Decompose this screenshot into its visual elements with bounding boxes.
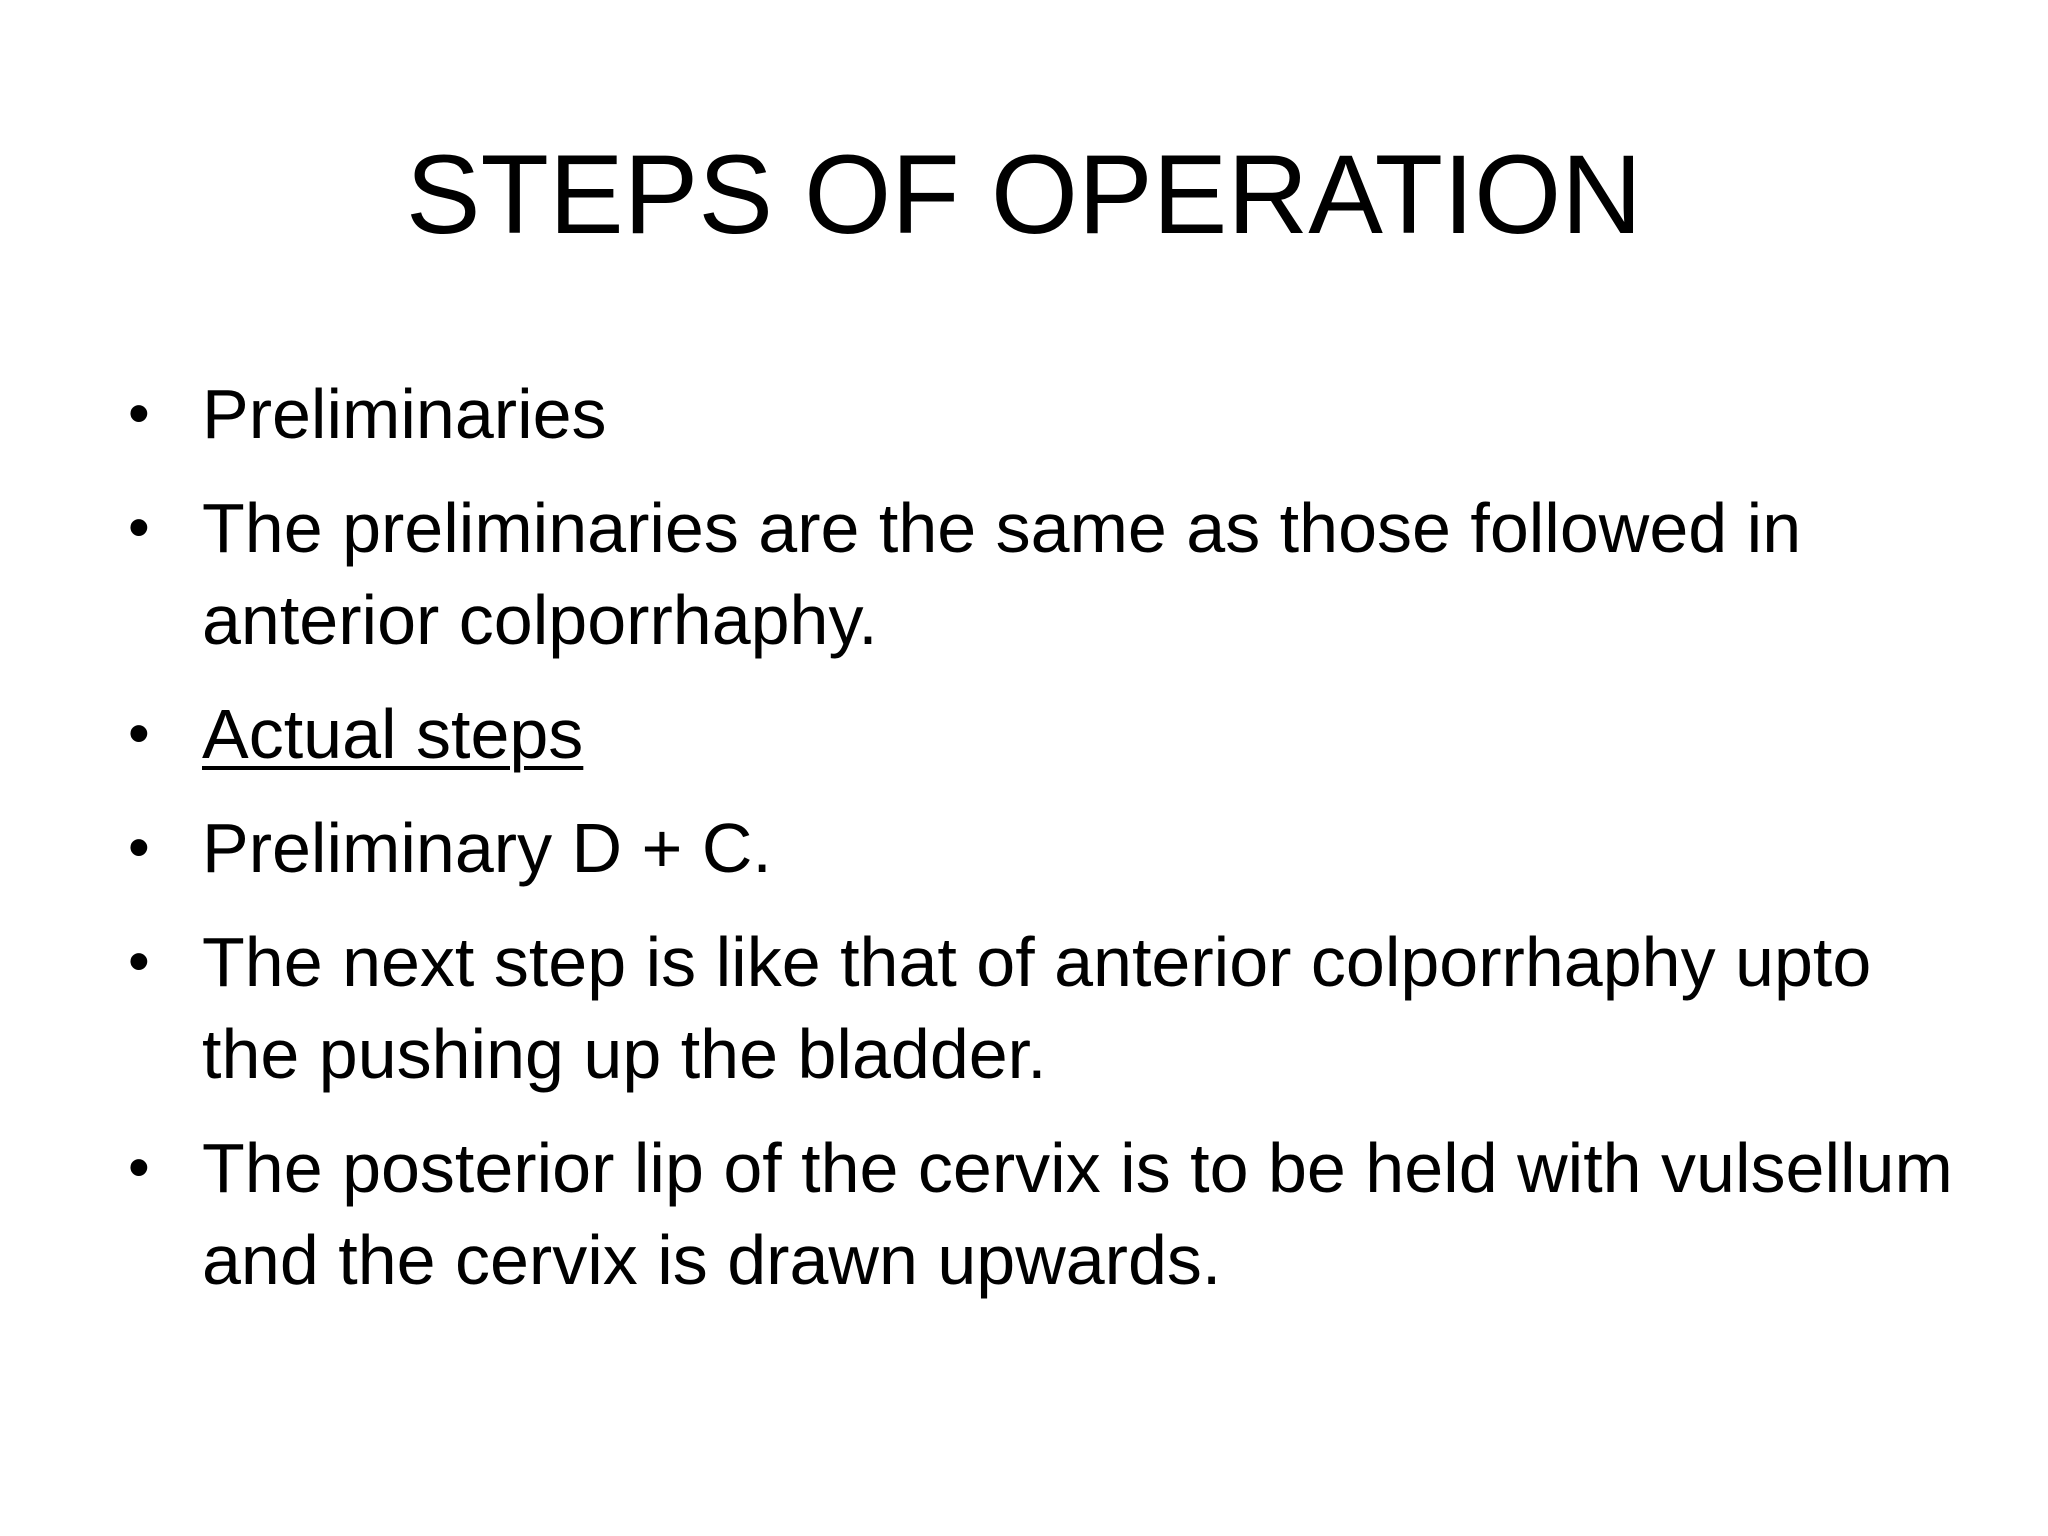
bullet-list [120, 368, 1960, 1328]
bullet-icon: • [128, 1133, 150, 1202]
bullet-item [120, 688, 1960, 780]
bullet-text: Preliminary D + C. [202, 809, 772, 887]
bullet-item [120, 482, 1960, 666]
bullet-text: The next step is like that of anterior colporrhaphy upto the pushing up the bladder. [202, 923, 1872, 1093]
bullet-text-underlined: Actual steps [202, 695, 584, 773]
bullet-icon: • [128, 927, 150, 996]
bullet-icon: • [128, 813, 150, 882]
slide-title: STEPS OF OPERATION [405, 132, 1643, 257]
bullet-item [120, 1122, 1960, 1306]
bullet-item [120, 368, 1960, 460]
bullet-icon: • [128, 379, 150, 448]
bullet-text: Preliminaries [202, 375, 607, 453]
bullet-icon: • [128, 493, 150, 562]
bullet-item [120, 802, 1960, 894]
bullet-item [120, 916, 1960, 1100]
bullet-text: The preliminaries are the same as those followed in anterior colporrhaphy. [202, 489, 1802, 659]
bullet-text: The posterior lip of the cervix is to be held with vulsellum and the cervix is drawn upwards. [202, 1129, 1953, 1299]
bullet-icon: • [128, 699, 150, 768]
